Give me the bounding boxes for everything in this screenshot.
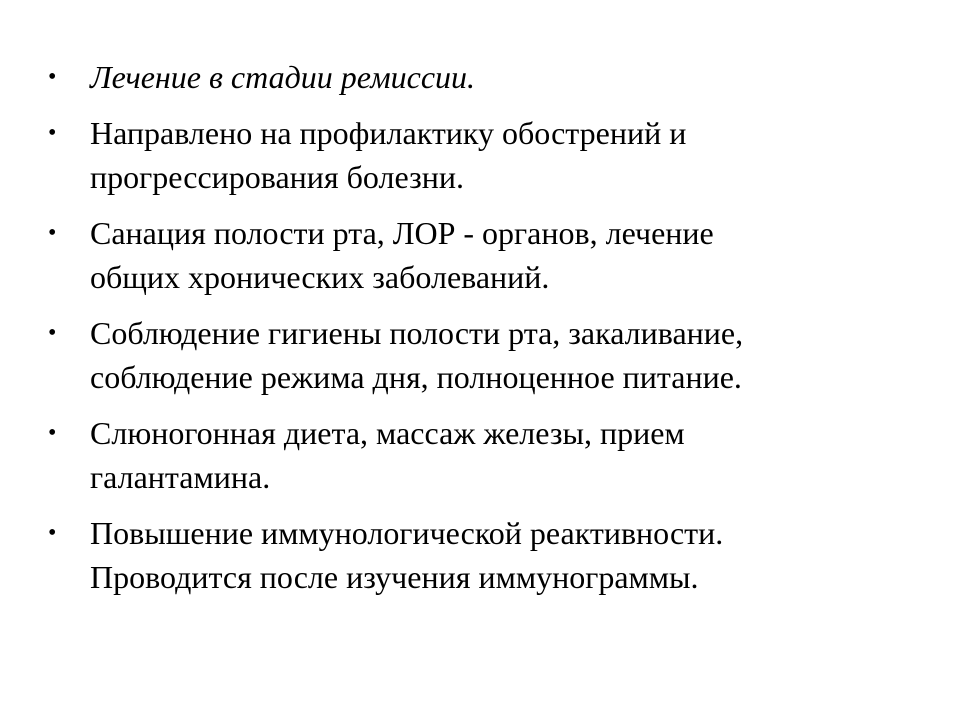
bullet-line: соблюдение режима дня, полноценное питание. (90, 359, 742, 395)
bullet-item-sanitation (48, 211, 928, 299)
bullet-icon: • (48, 220, 57, 246)
bullet-item-immunity (48, 511, 928, 599)
bullet-icon: • (48, 120, 57, 146)
bullet-line: Лечение в стадии ремиссии. (90, 59, 476, 95)
bullet-line: общих хронических заболеваний. (90, 259, 550, 295)
bullet-item-prevention (48, 111, 928, 199)
bullet-item-remission (48, 55, 928, 99)
bullet-line: Санация полости рта, ЛОР - органов, лечение (90, 215, 714, 251)
bullet-line: Слюногонная диета, массаж железы, прием (90, 415, 685, 451)
bullet-item-hygiene (48, 311, 928, 399)
bullet-line: Направлено на профилактику обострений и (90, 115, 687, 151)
bullet-icon: • (48, 520, 57, 546)
bullet-icon: • (48, 320, 57, 346)
bullet-item-diet (48, 411, 928, 499)
bullet-text (90, 55, 928, 99)
bullet-text (90, 511, 928, 599)
bullet-line: Соблюдение гигиены полости рта, закаливание, (90, 315, 744, 351)
bullet-line: галантамина. (90, 459, 271, 495)
bullet-text (90, 411, 928, 499)
bullet-text (90, 211, 928, 299)
bullet-icon: • (48, 64, 57, 90)
bullet-line: Проводится после изучения иммунограммы. (90, 559, 699, 595)
bullet-icon: • (48, 420, 57, 446)
bullet-list (48, 55, 928, 611)
bullet-text (90, 111, 928, 199)
bullet-text (90, 311, 928, 399)
bullet-line: Повышение иммунологической реактивности. (90, 515, 724, 551)
bullet-line: прогрессирования болезни. (90, 159, 464, 195)
